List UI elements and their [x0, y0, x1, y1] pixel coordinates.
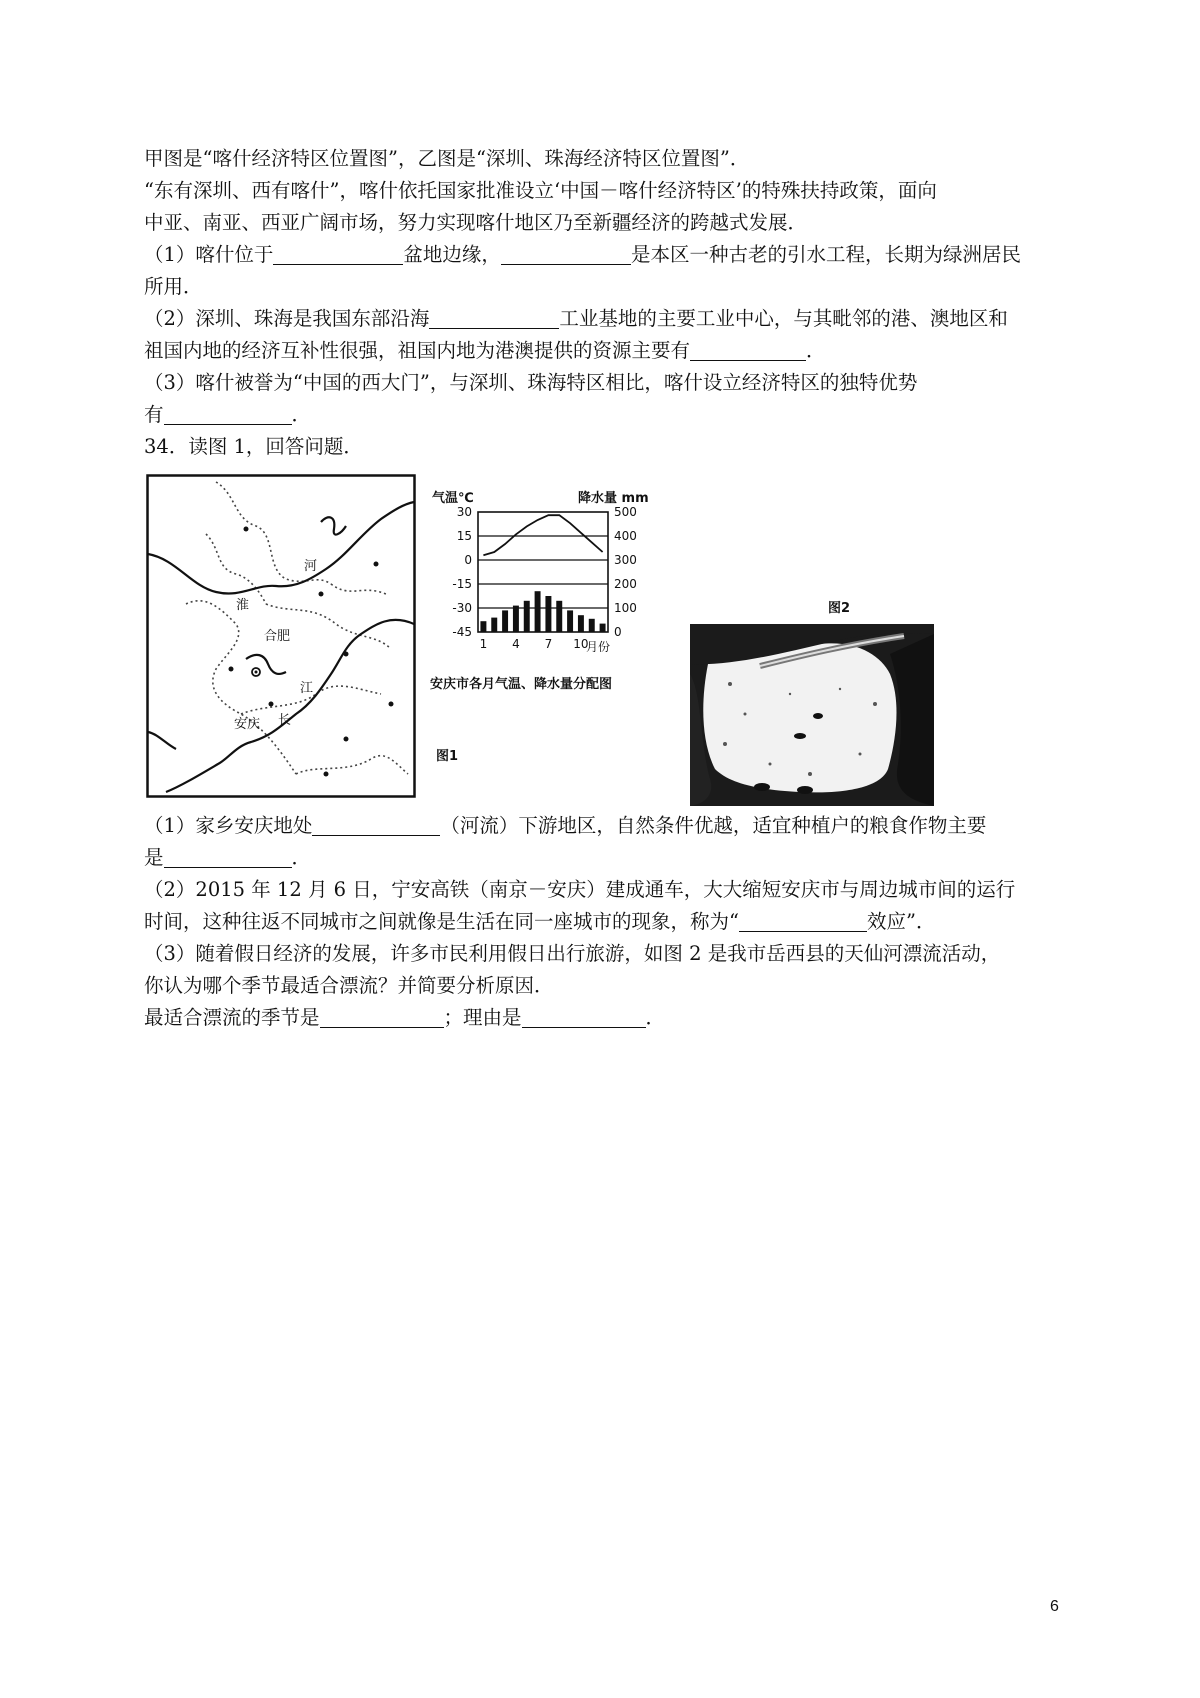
- left-tick-label: 30: [456, 505, 472, 519]
- precip-bar: [535, 591, 541, 632]
- map-label-jiang: 江: [300, 681, 314, 696]
- precip-bar: [524, 601, 530, 632]
- x-tick-label: 10: [573, 637, 589, 651]
- right-tick-label: 300: [614, 553, 637, 567]
- precip-bar: [513, 606, 519, 632]
- q33-part2: （2）深圳、珠海是我国东部沿海 工业基地的主要工业中心，与其毗邻的港、澳地区和: [144, 307, 1008, 330]
- q33-part1-cont: 所用．: [144, 275, 203, 298]
- precip-axis-label: 降水量 mm: [578, 491, 649, 506]
- map-label-chang: 长: [278, 713, 292, 728]
- q33-part2-cont: 祖国内地的经济互补性很强，祖国内地为港澳提供的资源主要有 ．: [144, 339, 826, 362]
- answer-blank[interactable]: [522, 1007, 646, 1028]
- left-tick-label: -30: [452, 601, 472, 615]
- right-tick-label: 400: [614, 529, 637, 543]
- x-tick-label: 4: [512, 637, 520, 651]
- right-tick-label: 0: [614, 625, 622, 639]
- right-tick-label: 200: [614, 577, 637, 591]
- q34-part3-cont: 你认为哪个季节最适合漂流？并简要分析原因．: [144, 974, 554, 997]
- intro-line: 甲图是“喀什经济特区位置图”，乙图是“深圳、珠海经济特区位置图”．: [144, 147, 750, 170]
- intro-line: 中亚、南亚、西亚广阔市场，努力实现喀什地区乃至新疆经济的跨越式发展．: [144, 211, 808, 234]
- precip-bar: [600, 624, 606, 632]
- intro-line: “东有深圳、西有喀什”，喀什依托国家批准设立‘中国－喀什经济特区’的特殊扶持政策，面向: [144, 179, 937, 202]
- answer-blank[interactable]: [273, 244, 403, 265]
- q33-part1: （1）喀什位于 盆地边缘， 是本区一种古老的引水工程，长期为绿洲居民: [144, 243, 1021, 266]
- fig1-label: 图1: [436, 749, 459, 764]
- q34-title: 34．读图 1，回答问题．: [144, 435, 363, 458]
- anhui-map: [146, 474, 416, 798]
- map-label-hefei: 合肥: [264, 629, 291, 644]
- right-tick-label: 100: [614, 601, 637, 615]
- x-tick-label: 7: [544, 637, 553, 651]
- rafting-photo: [690, 594, 934, 806]
- q34-answer-line: 最适合漂流的季节是 ；理由是 ．: [144, 1006, 666, 1029]
- right-tick-label: 500: [614, 505, 637, 519]
- q34-part3: （3）随着假日经济的发展，许多市民利用假日出行旅游，如图 2 是我市岳西县的天仙河漂流活动，: [144, 942, 1001, 965]
- x-tick-label: 1: [479, 637, 488, 651]
- answer-blank[interactable]: [429, 308, 559, 329]
- answer-blank[interactable]: [164, 404, 292, 425]
- precip-bar: [589, 619, 595, 632]
- q34-part2: （2）2015 年 12 月 6 日，宁安高铁（南京－安庆）建成通车，大大缩短安庆市与周边城市间的运行: [144, 878, 1016, 901]
- precip-bar: [578, 615, 584, 632]
- q34-part2-cont: 时间，这种往返不同城市之间就像是生活在同一座城市的现象，称为“ 效应”．: [144, 910, 936, 933]
- fig2-label: 图2: [828, 601, 851, 616]
- answer-blank[interactable]: [690, 340, 806, 361]
- q34-part1-cont: 是 ．: [144, 846, 312, 869]
- answer-blank[interactable]: [164, 847, 292, 868]
- precip-bar: [545, 596, 551, 632]
- plot-frame: [478, 512, 608, 632]
- precip-bar: [502, 610, 508, 632]
- precip-bar: [556, 601, 562, 632]
- left-tick-label: 0: [464, 553, 472, 567]
- q33-part3-cont: 有 ．: [144, 403, 312, 426]
- page-number: 6: [1050, 1598, 1059, 1615]
- left-tick-label: -45: [452, 625, 472, 639]
- left-tick-label: -15: [452, 577, 472, 591]
- precip-bar: [491, 618, 497, 632]
- chart-caption: 安庆市各月气温、降水量分配图: [430, 677, 613, 692]
- map-label-he: 河: [304, 559, 318, 574]
- temp-axis-label: 气温℃: [432, 491, 474, 506]
- left-tick-label: 15: [456, 529, 472, 543]
- q34-part1: （1）家乡安庆地处 （河流）下游地区，自然条件优越，适宜种植户的粮食作物主要: [144, 814, 987, 837]
- temperature-line: [483, 515, 602, 555]
- map-label-huai: 淮: [236, 598, 250, 613]
- precip-bar: [567, 610, 573, 632]
- q33-part3: （3）喀什被誉为“中国的西大门”，与深圳、珠海特区相比，喀什设立经济特区的独特优势: [144, 371, 918, 394]
- answer-blank[interactable]: [312, 815, 440, 836]
- answer-blank[interactable]: [739, 911, 867, 932]
- climate-chart-figure: [428, 480, 688, 780]
- answer-blank[interactable]: [501, 244, 631, 265]
- precip-bar: [480, 621, 486, 632]
- answer-blank[interactable]: [320, 1007, 444, 1028]
- x-axis-label: 月份: [586, 640, 611, 654]
- map-label-anqing: 安庆: [234, 717, 261, 732]
